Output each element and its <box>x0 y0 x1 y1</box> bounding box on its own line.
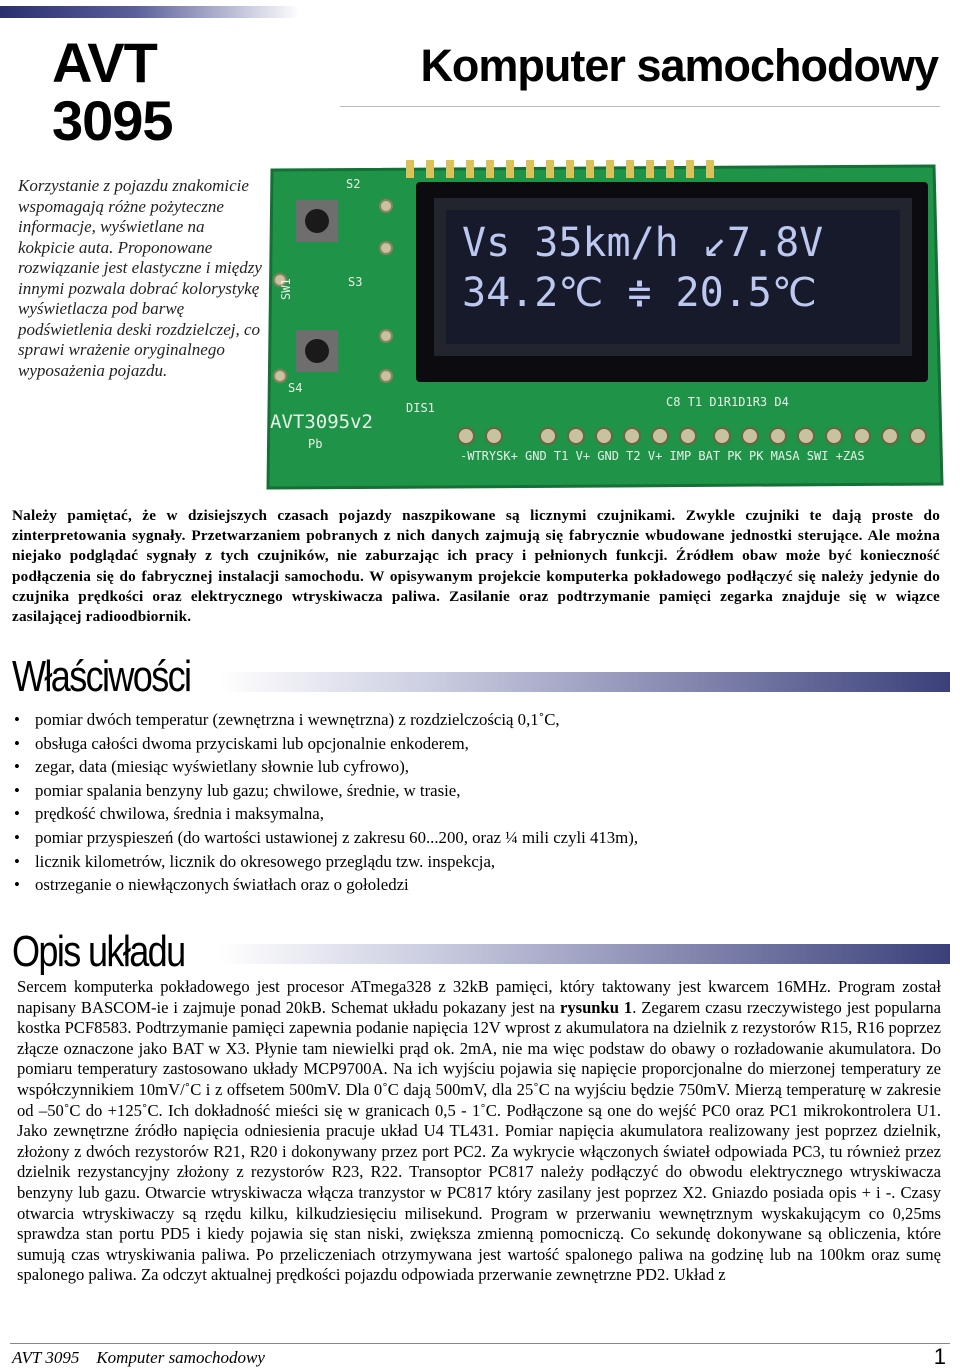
article-code: AVT 3095 <box>52 31 173 152</box>
label-row1: C8 T1 D1R1D1R3 D4 <box>666 395 789 409</box>
lcd-line-1: Vs 35km/h ↙7.8V <box>462 220 824 266</box>
label-board: AVT3095v2 <box>270 411 373 433</box>
page-number: 1 <box>933 1344 946 1369</box>
properties-list <box>14 708 638 897</box>
label-pb: Pb <box>308 437 323 451</box>
footer-rule <box>10 1343 950 1344</box>
title-rule <box>340 106 940 107</box>
description-text-1: Sercem komputerka pokładowego jest procesor ATmega328 z 32kB pamięci, który taktowany jest kwarcem 16MHz. Program został napisany BASCOM-ie i zajmuje ponad 20kB. Schemat układu pokazany jest na <box>17 977 941 1017</box>
label-s3: S3 <box>348 275 363 289</box>
list-item: • licznik kilometrów, licznik do okresowego przeglądu tzw. inspekcja, <box>14 850 638 874</box>
list-item: • prędkość chwilowa, średnia i maksymalna, <box>14 802 638 826</box>
description-text-2: . Zegarem czasu rzeczywistego jest popularna kostka PCF8583. Podtrzymanie pamięci zapewnia podanie napięcia 12V wprost z akumulatora na dzielnik z rezystorów R15, R16 poprzez złącze oznaczone jako BAT w X3. Płynie tam niewielki prąd ok. 2mA, nie ma więc podstaw do obawy o rozładowanie akumulatora. Do pomiaru temperatury zastosowano układy MCP9700A. Na ich wyjściu pojawia się napięcie proporcjonalne do mierzonej temperatury ze współczynnikiem 10mV/˚C i z offsetem 500mV. Dla 0˚C dają 500mV, dla 25˚C na wyjściu będzie 750mV. Mierzą temperaturę w zakresie od –50˚C do +125˚C. Ich dokładność mieści się w granicach 0,5 - 1˚C. Podłączone są one do wejść PC0 oraz PC1 mikrokontrolera U1. Jako zewnętrzne źródło napięcia odniesienia pracuje układ U4 TL431. Pomiar napięcia akumulatora realizowany jest poprzez dzielnik, złożony z dwóch rezystorów R21, R20 i dokonywany przez port PC2. Za wykrycie włączonych świateł odpowiada PC3, tu również przez dzielnik rezystancyjny złożony z rezystorów R23, R22. Transoptor PC817 należy podłączyć do obwodu elektrycznego wtryskiwacza benzyny lub gazu. Otwarcie wtryskiwacza włącza tranzystor w PC817 który zasilany jest poprzez X2. Gniazdo posiada opis + i -. Czasy otwarcia wtryskiwaczy są rzędu kilku, kilkudziesięciu milisekund. Program w przerwaniu wewnętrznym wyskakującym co 0,25ms sprawdza stan portu PD5 i kiedy pojawia się stan niski, zwiększa zmienną pomocniczą. Co sekundę dokonywane są obliczenia, które sumują czas wtryskiwania paliwa. Po przeliczeniach otrzymywana jest wartość spalonego paliwa na godzinę lub na 100km oraz sumę spalonego paliwa. Za odczyt aktualnej prędkości pojazdu odpowiada przerwanie zewnętrzne PD2. Układ z <box>17 997 942 1285</box>
label-s4: S4 <box>288 381 303 395</box>
list-item: • pomiar spalania benzyny lub gazu; chwilowe, średnie, w trasie, <box>14 779 638 803</box>
list-item: • pomiar dwóch temperatur (zewnętrzna i wewnętrzna) z rozdzielczością 0,1˚C, <box>14 708 638 732</box>
list-item: • obsługa całości dwoma przyciskami lub opcjonalnie enkoderem, <box>14 732 638 756</box>
list-item: • zegar, data (miesiąc wyświetlany słownie lub cyfrowo), <box>14 755 638 779</box>
product-photo <box>266 160 946 490</box>
label-pins: -WTRYSK+ GND T1 V+ GND T2 V+ IMP BAT PK PK MASA SWI +ZAS <box>460 449 865 463</box>
lcd-line-2: 34.2℃ ≑ 20.5℃ <box>462 270 817 316</box>
figure-reference: rysunku 1 <box>559 997 633 1017</box>
description-paragraph <box>17 977 941 1286</box>
properties-heading-bar <box>220 672 950 692</box>
properties-heading: Właściwości <box>12 652 191 701</box>
header-gradient-bar <box>0 6 300 18</box>
label-s2: S2 <box>346 177 361 191</box>
lead-paragraph: Należy pamiętać, że w dzisiejszych czasach pojazdy naszpikowane są licznymi czujnikami. Zwykle czujniki te dają proste do zinterpretowania sygnały. Przetwarzaniem pobranych z nich danych zajmują się fabrycznie wbudowane jednostki sterujące. Ale można niejako podglądać sygnały z tych czujników, nie zaburzając ich pracy i pełnionych funkcji. Źródłem obaw może być konieczność podłączenia się do fabrycznej instalacji samochodu. W opisywanym projekcie komputerka pokładowego podłączyć się należy jedynie do czujnika prędkości oraz elektrycznego wtryskiwacza paliwa. Zasilanie oraz podtrzymanie pamięci zegarka znajduje się w wiązce zasilającej radioodbiornik. <box>12 507 940 626</box>
label-dis1: DIS1 <box>406 401 435 415</box>
list-item: • pomiar przyspieszeń (do wartości ustawionej z zakresu 60...200, oraz ¼ mili czyli 413m), <box>14 826 638 850</box>
label-sw1: SW1 <box>279 278 293 300</box>
description-heading: Opis układu <box>12 927 185 976</box>
intro-paragraph: Korzystanie z pojazdu znakomicie wspomagają różne pożyteczne informacje, wyświetlane na kokpicie auta. Proponowane rozwiązanie jest elastyczne i między innymi pozwala dobrać kolorystykę wyświetlacza pod barwę podświetlenia deski rozdzielczej, co sprawi wrażenie oryginalnego wyposażenia pojazdu. <box>18 176 262 380</box>
list-item: • ostrzeganie o niewłączonych światłach oraz o gołoledzi <box>14 873 638 897</box>
description-heading-bar <box>218 944 950 964</box>
page-title: Komputer samochodowy <box>420 40 938 91</box>
footer-title: AVT 3095 Komputer samochodowy <box>12 1348 265 1367</box>
